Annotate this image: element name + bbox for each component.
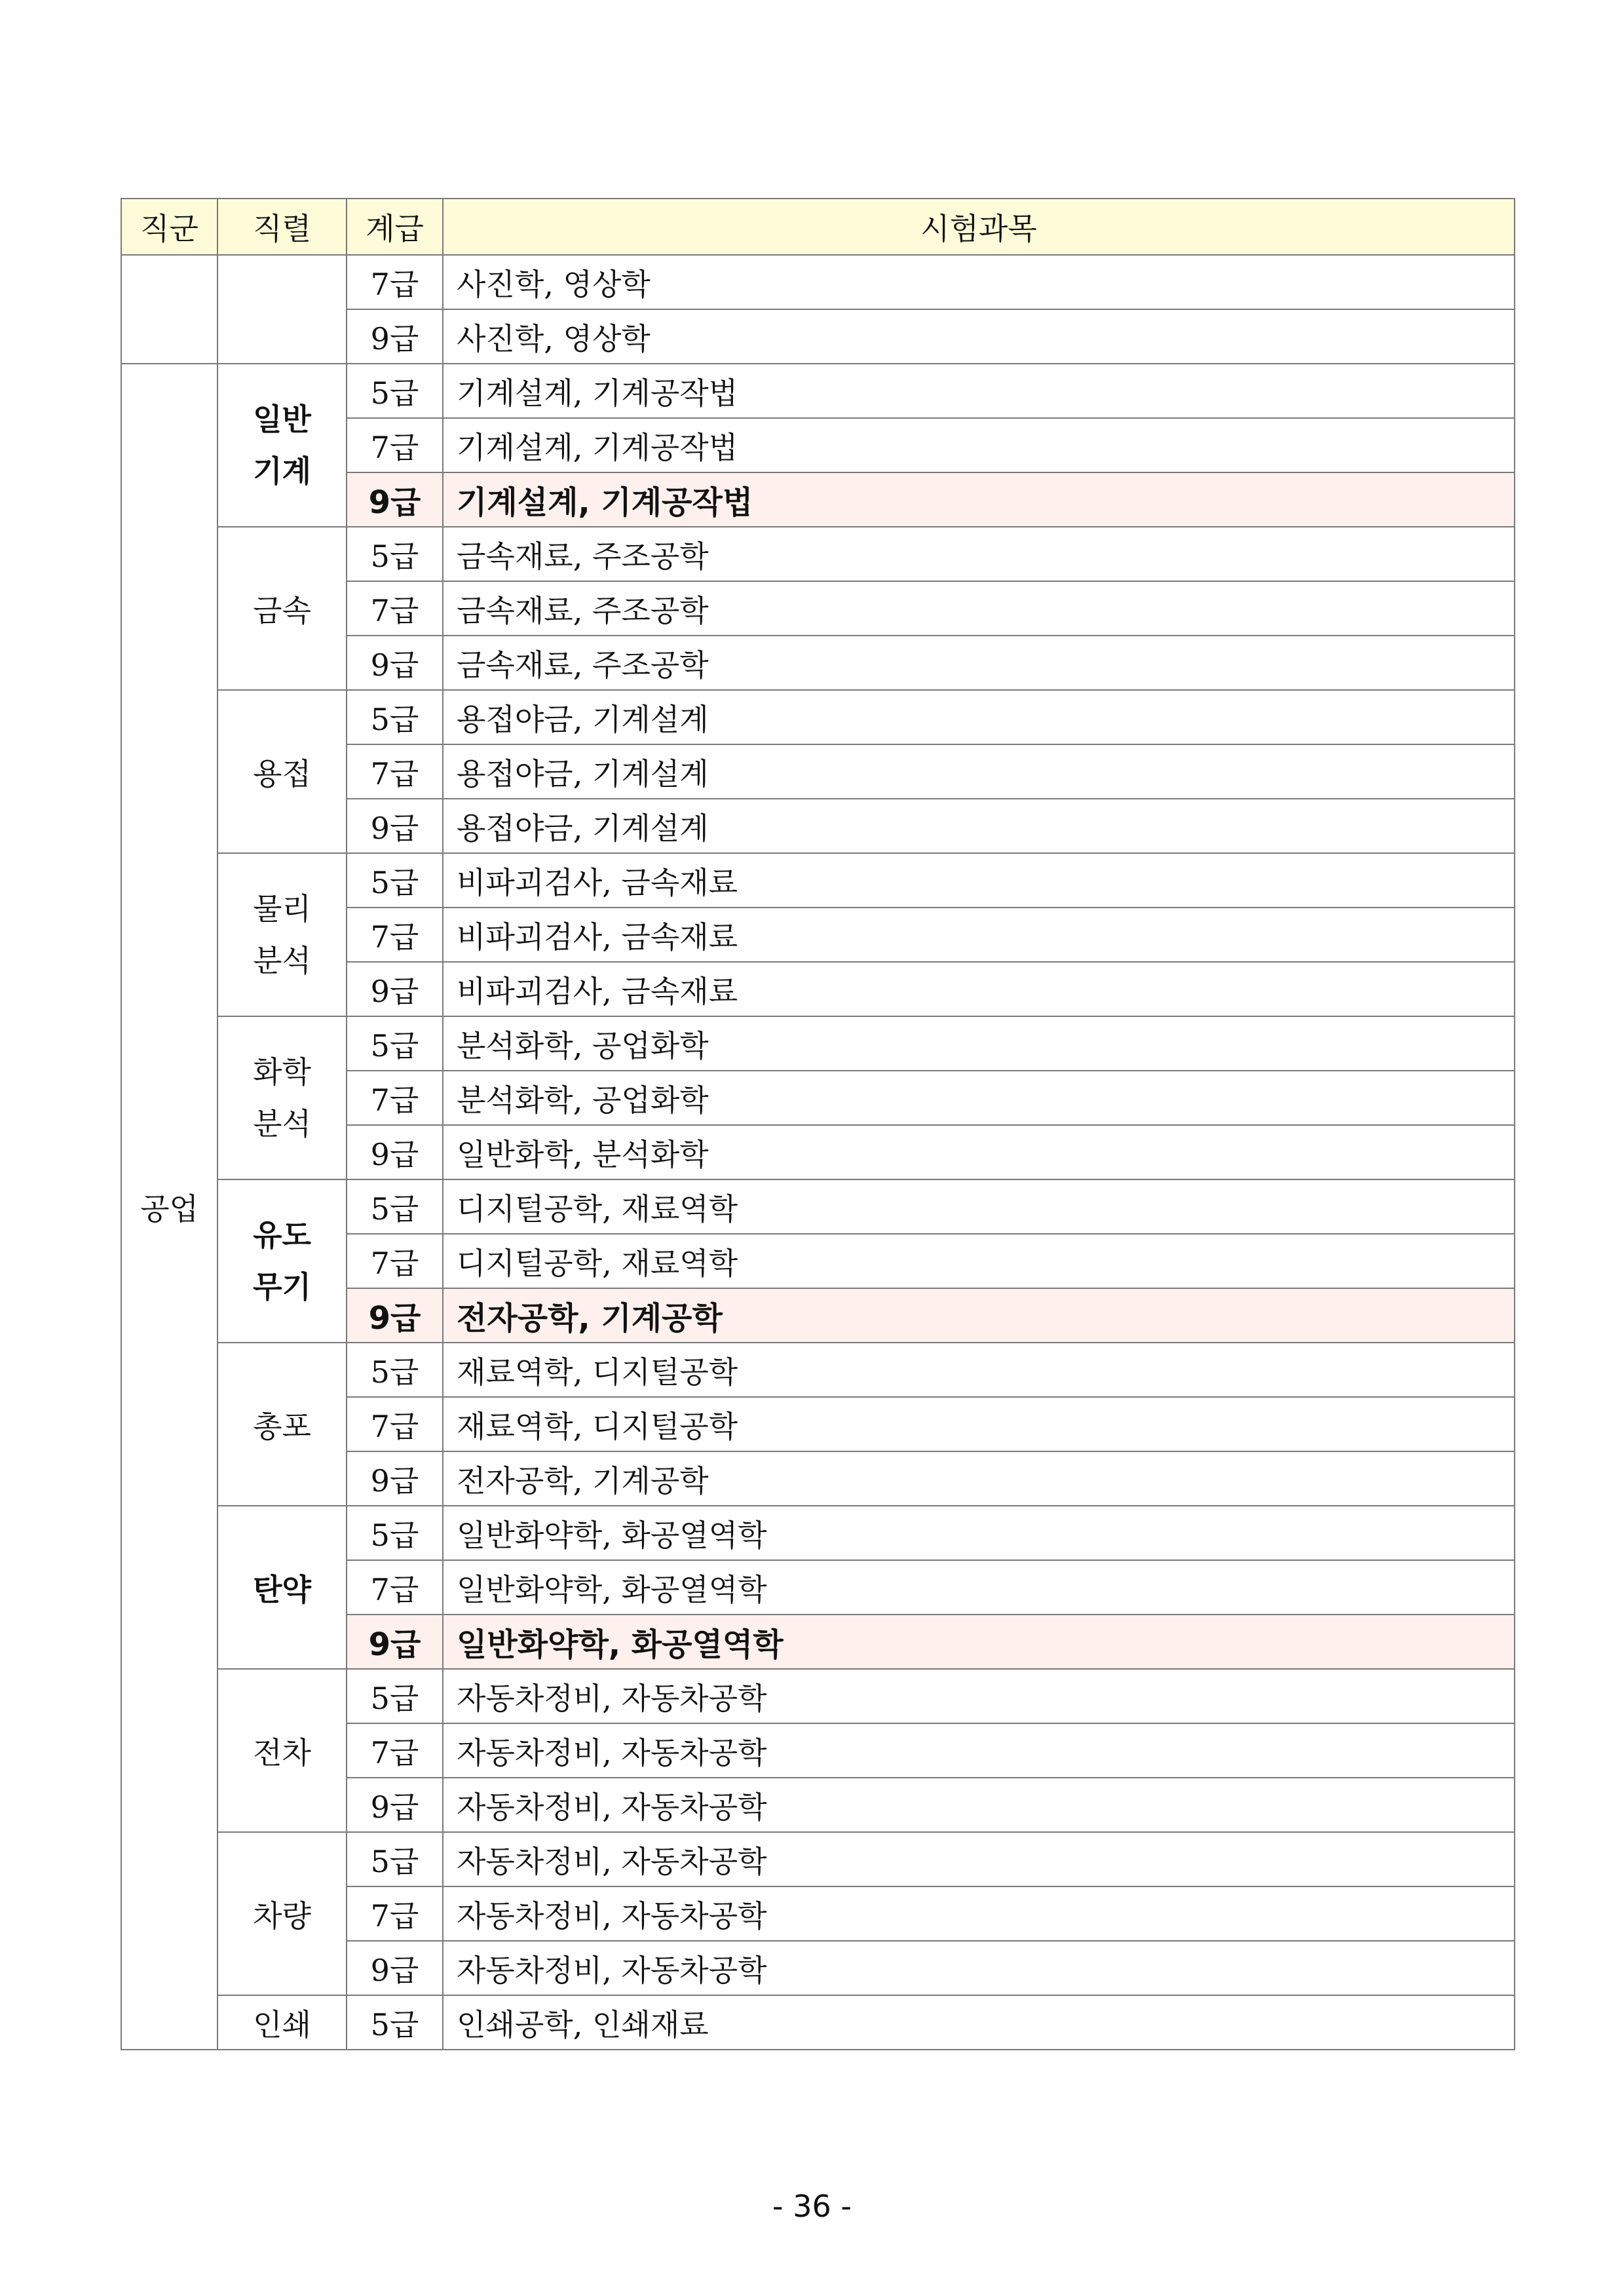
subjects-cell: 일반화약학, 화공열역학 xyxy=(443,1506,1515,1560)
position-label: 유도 xyxy=(253,1217,311,1253)
position-cell-guided-weapons xyxy=(217,1179,347,1343)
table-row xyxy=(121,1669,1515,1723)
position-cell-artillery: 총포 xyxy=(217,1343,347,1506)
grade-cell: 9급 xyxy=(347,1615,443,1669)
header-grade: 계급 xyxy=(347,199,443,255)
subjects-cell: 비파괴검사, 금속재료 xyxy=(443,908,1515,962)
subjects-cell: 분석화학, 공업화학 xyxy=(443,1071,1515,1125)
position-cell-vehicle: 차량 xyxy=(217,1832,347,1995)
exam-subjects-table xyxy=(121,198,1515,2050)
grade-cell: 9급 xyxy=(347,472,443,527)
group-cell-empty xyxy=(121,255,217,364)
table-row xyxy=(121,690,1515,744)
subjects-cell: 비파괴검사, 금속재료 xyxy=(443,962,1515,1016)
subjects-cell: 사진학, 영상학 xyxy=(443,255,1515,309)
subjects-cell: 디지털공학, 재료역학 xyxy=(443,1234,1515,1288)
grade-cell: 7급 xyxy=(347,418,443,472)
header-position: 직렬 xyxy=(217,199,347,255)
grade-cell: 7급 xyxy=(347,255,443,309)
subjects-cell: 일반화약학, 화공열역학 xyxy=(443,1560,1515,1615)
position-cell-armored-vehicle: 전차 xyxy=(217,1669,347,1832)
table-header-row xyxy=(121,199,1515,255)
grade-cell: 5급 xyxy=(347,1995,443,2050)
grade-cell: 9급 xyxy=(347,1125,443,1179)
grade-cell: 7급 xyxy=(347,1397,443,1451)
subjects-cell: 사진학, 영상학 xyxy=(443,309,1515,364)
subjects-cell: 용접야금, 기계설계 xyxy=(443,744,1515,799)
grade-cell: 5급 xyxy=(347,364,443,418)
grade-cell: 9급 xyxy=(347,1451,443,1506)
subjects-cell: 디지털공학, 재료역학 xyxy=(443,1179,1515,1234)
header-subjects: 시험과목 xyxy=(443,199,1515,255)
subjects-cell: 자동차정비, 자동차공학 xyxy=(443,1832,1515,1886)
position-cell-general-machinery xyxy=(217,364,347,527)
subjects-cell: 일반화학, 분석화학 xyxy=(443,1125,1515,1179)
grade-cell: 5급 xyxy=(347,527,443,581)
table-row xyxy=(121,364,1515,418)
table-row xyxy=(121,255,1515,309)
grade-cell: 7급 xyxy=(347,744,443,799)
subjects-cell: 전자공학, 기계공학 xyxy=(443,1288,1515,1343)
position-cell-physical-analysis xyxy=(217,853,347,1016)
subjects-cell: 금속재료, 주조공학 xyxy=(443,527,1515,581)
subjects-cell: 금속재료, 주조공학 xyxy=(443,581,1515,636)
grade-cell: 5급 xyxy=(347,1179,443,1234)
table-row xyxy=(121,1832,1515,1886)
subjects-cell: 전자공학, 기계공학 xyxy=(443,1451,1515,1506)
subjects-cell: 재료역학, 디지털공학 xyxy=(443,1343,1515,1397)
position-label: 분석 xyxy=(253,1105,311,1141)
subjects-cell: 기계설계, 기계공작법 xyxy=(443,472,1515,527)
position-label: 물리 xyxy=(253,891,311,927)
grade-cell: 7급 xyxy=(347,1234,443,1288)
subjects-cell: 일반화약학, 화공열역학 xyxy=(443,1615,1515,1669)
position-label: 무기 xyxy=(253,1269,311,1305)
position-cell-empty xyxy=(217,255,347,364)
table-row xyxy=(121,1016,1515,1071)
page-number: - 36 - xyxy=(772,2189,852,2224)
grade-cell: 5급 xyxy=(347,853,443,908)
table-row xyxy=(121,1995,1515,2050)
position-label: 기계 xyxy=(253,453,311,489)
table-row xyxy=(121,527,1515,581)
grade-cell: 9급 xyxy=(347,962,443,1016)
position-cell-chemical-analysis xyxy=(217,1016,347,1179)
position-cell-ammunition: 탄약 xyxy=(217,1506,347,1669)
subjects-cell: 기계설계, 기계공작법 xyxy=(443,364,1515,418)
grade-cell: 9급 xyxy=(347,309,443,364)
grade-cell: 5급 xyxy=(347,1343,443,1397)
subjects-cell: 자동차정비, 자동차공학 xyxy=(443,1886,1515,1941)
subjects-cell: 용접야금, 기계설계 xyxy=(443,690,1515,744)
table-row xyxy=(121,1506,1515,1560)
grade-cell: 9급 xyxy=(347,1941,443,1995)
subjects-cell: 기계설계, 기계공작법 xyxy=(443,418,1515,472)
subjects-cell: 용접야금, 기계설계 xyxy=(443,799,1515,853)
grade-cell: 5급 xyxy=(347,1669,443,1723)
subjects-cell: 분석화학, 공업화학 xyxy=(443,1016,1515,1071)
subjects-cell: 금속재료, 주조공학 xyxy=(443,636,1515,690)
table-row xyxy=(121,1179,1515,1234)
grade-cell: 5급 xyxy=(347,1832,443,1886)
grade-cell: 9급 xyxy=(347,1288,443,1343)
position-cell-metal: 금속 xyxy=(217,527,347,690)
grade-cell: 7급 xyxy=(347,1723,443,1778)
position-label: 화학 xyxy=(253,1054,311,1090)
table-row xyxy=(121,1343,1515,1397)
position-cell-printing: 인쇄 xyxy=(217,1995,347,2050)
grade-cell: 5급 xyxy=(347,690,443,744)
subjects-cell: 자동차정비, 자동차공학 xyxy=(443,1941,1515,1995)
position-cell-welding: 용접 xyxy=(217,690,347,853)
grade-cell: 7급 xyxy=(347,581,443,636)
group-cell-industry: 공업 xyxy=(121,364,217,2050)
grade-cell: 9급 xyxy=(347,799,443,853)
grade-cell: 7급 xyxy=(347,1071,443,1125)
subjects-cell: 비파괴검사, 금속재료 xyxy=(443,853,1515,908)
subjects-cell: 자동차정비, 자동차공학 xyxy=(443,1778,1515,1832)
position-label: 분석 xyxy=(253,942,311,978)
grade-cell: 9급 xyxy=(347,1778,443,1832)
grade-cell: 9급 xyxy=(347,636,443,690)
subjects-cell: 재료역학, 디지털공학 xyxy=(443,1397,1515,1451)
grade-cell: 7급 xyxy=(347,1886,443,1941)
grade-cell: 7급 xyxy=(347,908,443,962)
header-group: 직군 xyxy=(121,199,217,255)
table-row xyxy=(121,853,1515,908)
grade-cell: 5급 xyxy=(347,1506,443,1560)
subjects-cell: 자동차정비, 자동차공학 xyxy=(443,1723,1515,1778)
grade-cell: 5급 xyxy=(347,1016,443,1071)
grade-cell: 7급 xyxy=(347,1560,443,1615)
subjects-cell: 자동차정비, 자동차공학 xyxy=(443,1669,1515,1723)
subjects-cell: 인쇄공학, 인쇄재료 xyxy=(443,1995,1515,2050)
position-label: 일반 xyxy=(253,402,311,438)
